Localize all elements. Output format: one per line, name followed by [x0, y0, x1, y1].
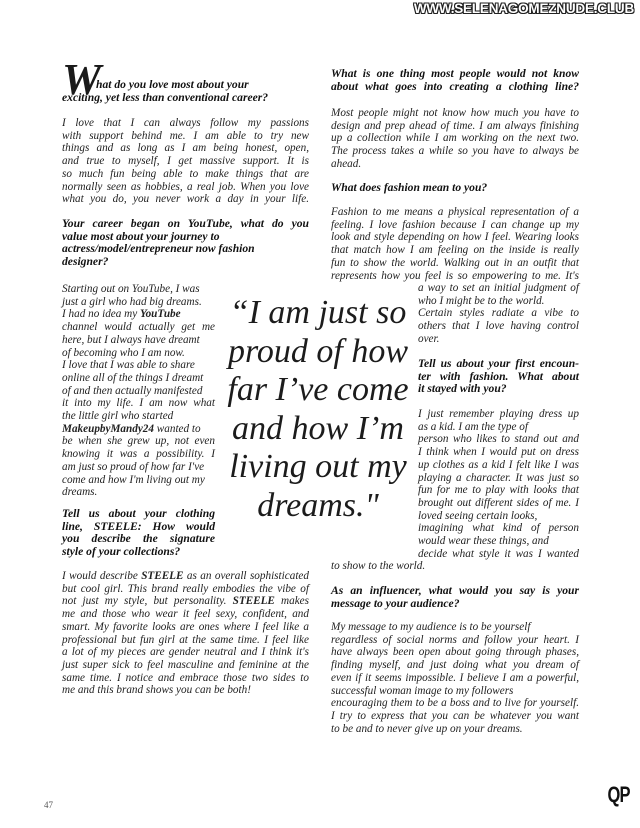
- answer-line: [62, 570, 309, 583]
- question-youtube-journey: [62, 218, 309, 268]
- question-line: message to your audience?: [331, 596, 460, 610]
- answer-line: Fashion to me means a physical representation of a: [331, 206, 579, 218]
- answer-line: of becoming who I am now.: [62, 346, 185, 359]
- drop-cap: W: [62, 55, 102, 104]
- watermark: WWW.SELENAGOMEZNUDE.CLUB: [413, 1, 634, 16]
- answer-line: same time. I notice and embrace those two sides to: [62, 671, 309, 684]
- answer-line: [62, 423, 215, 436]
- question-line: exciting, yet less than conventional career?: [62, 91, 269, 104]
- answer-line: of and then actually manifested: [62, 384, 203, 397]
- question-line: actress/model/entrepreneur now fashion: [62, 242, 255, 256]
- answer-line: as a kid. I am the type of: [418, 420, 528, 433]
- answer-line: knowing it was a possibility. I: [62, 448, 215, 461]
- answer-line: [62, 308, 215, 321]
- answer-line: others that I love having control: [418, 320, 579, 333]
- question-line: line, STEELE: How would: [62, 519, 215, 533]
- steele-emphasis: STEELE: [232, 595, 275, 608]
- question-fashion-meaning: [331, 182, 579, 195]
- answer-line: me and this brand shows you can be both!: [62, 684, 251, 697]
- answer-line: me and those who wear it feel sexy, confident, and: [62, 608, 309, 621]
- answer-line: come and how I'm living out my: [62, 473, 205, 486]
- question-line: designer?: [62, 254, 109, 268]
- answer-line: the little girl who started: [62, 410, 174, 423]
- answer-first-encounter: [418, 408, 579, 560]
- text: wanted to: [154, 422, 201, 435]
- answer-line: finding myself, and just doing what you dream of: [331, 659, 579, 672]
- makeupbymandy24-emphasis: MakeupbyMandy24: [62, 422, 154, 435]
- question-line: it stayed with you?: [418, 382, 507, 396]
- answer-line: but cool girl. This brand really embodies the vibe of: [62, 582, 309, 595]
- steele-emphasis: STEELE: [141, 570, 184, 582]
- answer-line: I try to express that you can be whatever you want: [331, 709, 579, 722]
- answer-fashion-meaning: [331, 206, 579, 282]
- answer-line: things and as long as I am being honest, open,: [62, 142, 309, 155]
- answer-line: over.: [418, 332, 440, 345]
- answer-line: even if it seems impossible. I believe I am a powerful,: [331, 671, 579, 684]
- question-line: about what goes into creating a clothing line?: [331, 79, 579, 93]
- answer-line: Certain styles radiate a vibe to: [418, 307, 579, 320]
- answer-line: would wear these things, and: [418, 535, 549, 548]
- answer-line: what you do, you never work a day in your life.: [62, 193, 309, 206]
- question-line: Tell us about your first encoun-: [418, 357, 579, 370]
- answer-line: ahead.: [331, 157, 362, 170]
- question-line: What does fashion mean to you?: [331, 181, 488, 194]
- answer-clothing-line: [62, 570, 309, 697]
- answer-fashion-meaning-cont: [418, 282, 579, 346]
- answer-line: be when she grew up, not even: [62, 435, 215, 448]
- answer-line: person who likes to stand out and: [418, 433, 579, 446]
- question-line: hat do you love most about your: [96, 78, 249, 91]
- answer-line: The process takes a while so you have to always be: [331, 145, 579, 158]
- question-line: you describe the signature: [62, 532, 215, 546]
- text: makes: [274, 595, 309, 608]
- magazine-logo: QP: [607, 782, 630, 807]
- answer-first-encounter-cont: [331, 560, 579, 573]
- answer-line: a way to set an initial judgment of: [418, 282, 579, 294]
- answer-line: have always been open about going through phases,: [331, 646, 579, 659]
- answer-line: up a collection while I am working on the next two.: [331, 132, 579, 145]
- answer-line: loved seeing certain looks,: [418, 509, 538, 522]
- text: I would describe: [62, 570, 142, 582]
- answer-line: to be and to never give up on your dreams.: [331, 722, 523, 735]
- pull-quote-line: dreams.": [257, 486, 379, 524]
- answer-line: feeling. I love fashion because I can change up my: [331, 218, 579, 231]
- text: not just my style, but personality.: [62, 595, 233, 608]
- answer-line: a lot of my pieces are gender neutral and I think it's: [62, 646, 309, 659]
- question-line: value most about your journey to: [62, 229, 220, 243]
- pull-quote-line: and how I’m: [232, 409, 404, 447]
- answer-career-love: [62, 117, 309, 206]
- answer-line: Most people might not know how much you have to: [331, 107, 579, 119]
- answer-line: [62, 595, 309, 608]
- pull-quote-line: far I’ve come: [227, 371, 409, 408]
- answer-line: with support behind me. I am able to try new: [62, 129, 309, 142]
- question-clothing-line-secrets: [331, 68, 579, 93]
- answer-line: normally seen as hobbies, a real job. When you love: [62, 180, 309, 193]
- answer-line: online all of the things I dreamt: [62, 371, 204, 384]
- youtube-emphasis: YouTube: [140, 308, 181, 321]
- question-line: style of your collections?: [62, 544, 181, 558]
- text: as an overall sophisticated: [183, 570, 309, 582]
- text: I had no idea my: [62, 308, 140, 321]
- answer-line: up clothes as a kid I felt like I was: [418, 458, 579, 471]
- answer-line: imagining what kind of person: [418, 522, 579, 535]
- question-line: As an influencer, what would you say is your: [331, 584, 579, 597]
- answer-line: regardless of social norms and follow your heart. I: [331, 633, 579, 646]
- answer-line: just super sick to feel masculine and feminine at the: [62, 658, 309, 671]
- answer-line: I just remember playing dress up: [418, 408, 579, 420]
- answer-line: here, but I always have dreamt: [62, 333, 200, 346]
- answer-youtube-journey: [62, 283, 215, 499]
- answer-line: I love that I was able to share: [62, 359, 195, 372]
- answer-line: to show to the world.: [331, 560, 426, 572]
- question-line: Your career began on YouTube, what do you: [62, 217, 309, 230]
- answer-line: that match how I am feeling on the inside is really: [331, 244, 579, 257]
- answer-line: design and prep ahead of time. I am always finishing: [331, 119, 579, 132]
- answer-line: I love that I can always follow my passions: [62, 117, 309, 129]
- answer-line: encouraging them to be a boss and to live for yourself.: [331, 697, 579, 710]
- question-influencer-message: [331, 585, 579, 610]
- answer-line: am just so proud of how far I've: [62, 460, 205, 473]
- answer-line: look and style depending on how I feel. Wearing looks: [331, 231, 579, 244]
- question-line: Tell us about your clothing: [62, 507, 215, 520]
- answer-line: brought out different sides of me. I: [418, 496, 579, 509]
- answer-line: it into my life. I am now what: [62, 397, 215, 410]
- pull-quote: [220, 294, 416, 525]
- answer-clothing-line-secrets: [331, 107, 579, 171]
- answer-line: and true to myself, I get massive support. It is: [62, 155, 309, 168]
- answer-line: Starting out on YouTube, I was: [62, 283, 200, 295]
- answer-line: successful woman image to my followers: [331, 684, 514, 697]
- answer-influencer-message: [331, 621, 579, 735]
- question-line: What is one thing most people would not know: [331, 67, 579, 80]
- pull-quote-line: living out my: [229, 448, 407, 485]
- answer-line: just a girl who had big dreams.: [62, 295, 202, 308]
- answer-line: represents how you feel is so empowering to me. It's: [331, 269, 579, 282]
- question-clothing-line: [62, 508, 215, 558]
- pull-quote-line: “I am just so: [229, 294, 407, 331]
- answer-line: professional but fun girl at the same time. I feel like: [62, 633, 309, 646]
- pull-quote-line: proud of how: [227, 332, 409, 370]
- question-line: ter with fashion. What about: [418, 369, 579, 383]
- answer-line: decide what style it was I wanted: [418, 547, 579, 560]
- page-number: 47: [44, 800, 53, 810]
- answer-line: channel would actually get me: [62, 321, 215, 334]
- answer-line: who I might be to the world.: [418, 294, 545, 307]
- answer-line: I think when I would put on dress: [418, 446, 579, 459]
- answer-line: My message to my audience is to be yourself: [331, 621, 531, 633]
- answer-line: dreams.: [62, 486, 98, 499]
- answer-line: so much fun being able to make things that are: [62, 167, 309, 180]
- question-first-encounter: [418, 358, 579, 396]
- answer-line: fun to show the world. Walking out in an outfit that: [331, 256, 579, 269]
- answer-line: smart. My favorite looks are ones where I feel like a: [62, 620, 309, 633]
- answer-line: playing a character. It was just so: [418, 471, 579, 484]
- answer-line: fun for me to play with looks that: [418, 484, 579, 497]
